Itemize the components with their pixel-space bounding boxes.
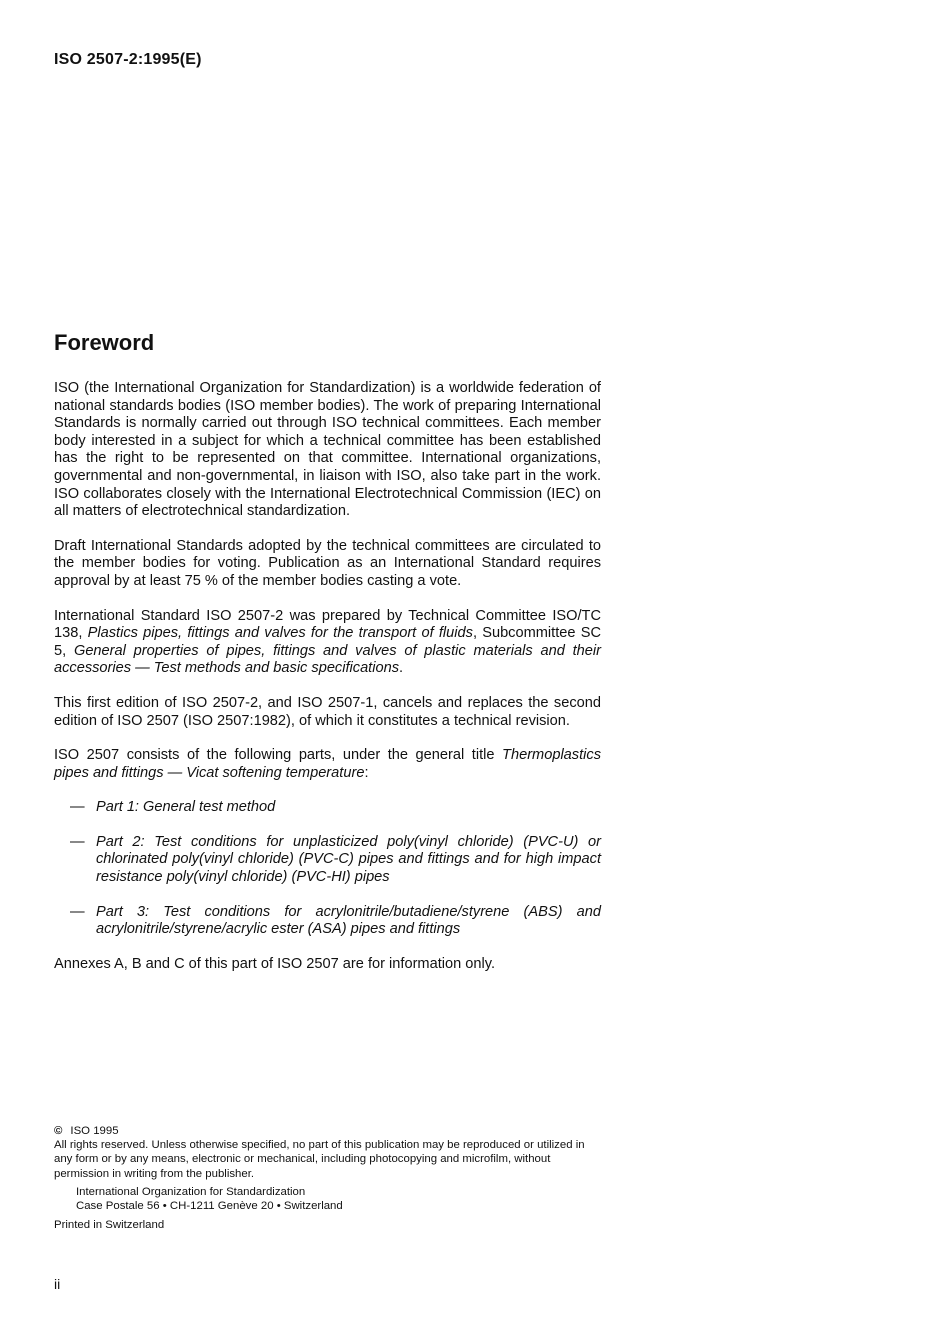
part-label: Part 1: General test method: [96, 799, 276, 816]
committee-title: Plastics pipes, fittings and valves for the transport of fluids: [87, 625, 473, 642]
foreword-heading: Foreword: [54, 330, 155, 355]
paragraph-parts-intro: [54, 747, 601, 782]
publisher-name: International Organization for Standardization: [76, 1185, 306, 1198]
page-number: ii: [54, 1276, 61, 1292]
copyright-block: [54, 1124, 604, 1232]
paragraph-prepared-by: [54, 608, 601, 678]
prepared-by-text-3: .: [399, 660, 404, 677]
prepared-by-text-2: , Subcommittee SC 5,: [54, 625, 601, 659]
paragraph-annexes: Annexes A, B and C of this part of ISO 2507 are for information only.: [54, 955, 496, 972]
part-label: Part 3: Test conditions for acrylonitrile/butadiene/styrene (ABS) and acrylonitrile/styrene/acrylic ester (ASA) pipes and fittings: [96, 903, 601, 938]
list-dash: —: [70, 833, 85, 850]
copyright-icon: ©: [54, 1125, 63, 1137]
printed-location: Printed in Switzerland: [54, 1219, 165, 1232]
paragraph-draft-standards: Draft International Standards adopted by the technical committees are circulated to the member bodies for voting. Publication as an International Standard requires approval by at least 75 % of the member bodies casting a vote.: [54, 537, 601, 589]
parts-intro-text-1: ISO 2507 consists of the following parts, under the general title: [54, 747, 503, 764]
list-item: [54, 834, 601, 887]
parts-intro-text-2: :: [364, 764, 369, 781]
foreword-body: [54, 380, 601, 990]
rights-statement: All rights reserved. Unless otherwise specified, no part of this publication may be reproduced or utilized in any form or by any means, electronic or mechanical, including photocopying and microfilm, without permission in writing from the publisher.: [54, 1139, 585, 1180]
list-dash: —: [70, 903, 85, 920]
parts-list: [54, 799, 601, 939]
list-dash: —: [70, 799, 85, 816]
copyright-line: [54, 1124, 604, 1138]
prepared-by-text-1: International Standard ISO 2507-2 was prepared by Technical Committee ISO/TC 138,: [54, 607, 601, 642]
publisher-address: Case Postale 56 • CH-1211 Genève 20 • Switzerland: [76, 1200, 343, 1213]
subcommittee-title: General properties of pipes, fittings and valves of plastic materials and their accessories — Test methods and basic specifications: [54, 642, 601, 677]
paragraph-edition: This first edition of ISO 2507-2, and ISO 2507-1, cancels and replaces the second edition of ISO 2507 (ISO 2507:1982), of which it constitutes a technical revision.: [54, 694, 601, 729]
list-item: [54, 904, 601, 939]
part-label: Part 2: Test conditions for unplasticized poly(vinyl chloride) (PVC-U) or chlorinated poly(vinyl chloride) (PVC-C) pipes and fittings and for high impact resistance poly(vinyl chloride) (PVC-HI) pipes: [96, 833, 601, 886]
copyright-year: ISO 1995: [70, 1125, 119, 1137]
document-id: ISO 2507-2:1995(E): [54, 51, 202, 68]
list-item: [54, 799, 601, 817]
paragraph-iso-intro: ISO (the International Organization for Standardization) is a worldwide federation of national standards bodies (ISO member bodies). The work of preparing International Standards is normally carried out through ISO technical committees. Each member body interested in a subject for which a technical committee has been established has the right to be represented on that committee. International organizations, governmental and non-governmental, in liaison with ISO, also take part in the work. ISO collaborates closely with the International Electrotechnical Commission (IEC) on all matters of electrotechnical standardization.: [54, 380, 601, 520]
general-title: Thermoplastics pipes and fittings — Vicat softening temperature: [54, 747, 601, 781]
